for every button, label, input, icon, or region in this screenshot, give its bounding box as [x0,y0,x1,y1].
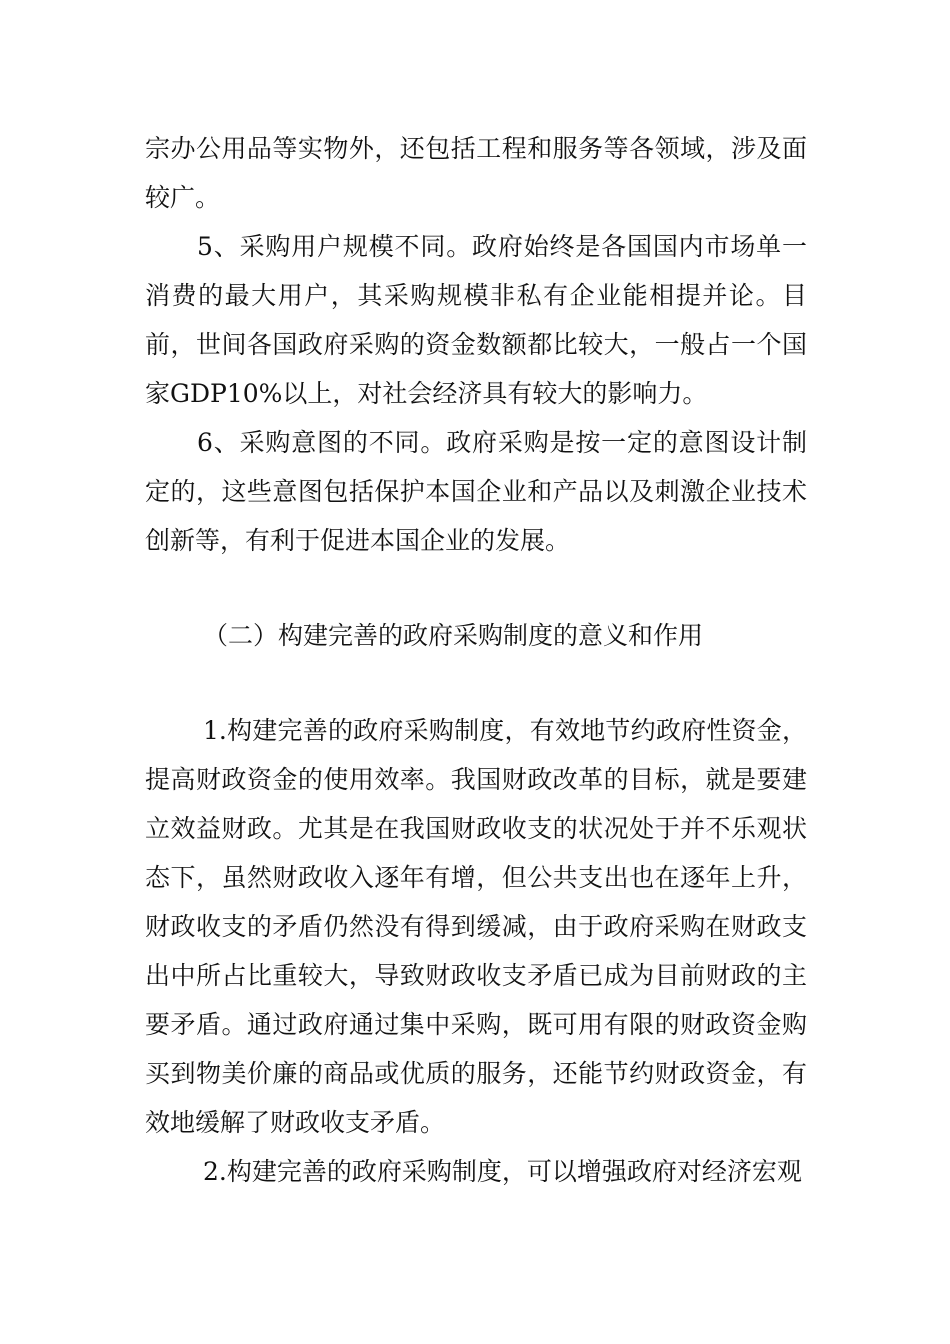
document-body [145,124,807,1196]
paragraph-body-1: 1.构建完善的政府采购制度，有效地节约政府性资金，提高财政资金的使用效率。我国财政改革的目标，就是要建立效益财政。尤其是在我国财政收支的状况处于并不乐观状态下，虽然财政收入逐年有增，但公共支出也在逐年上升，财政收支的矛盾仍然没有得到缓减，由于政府采购在财政支出中所占比重较大，导致财政收支矛盾已成为目前财政的主要矛盾。通过政府通过集中采购，既可用有限的财政资金购买到物美价廉的商品或优质的服务，还能节约财政资金，有效地缓解了财政收支矛盾。 [145,716,807,1137]
paragraph-body-2: 2.构建完善的政府采购制度，可以增强政府对经济宏观 [203,1157,802,1186]
paragraph-continuation: 宗办公用品等实物外，还包括工程和服务等各领域，涉及面较广。 [145,134,807,212]
paragraph-item-5: 5、采购用户规模不同。政府始终是各国国内市场单一消费的最大用户，其采购规模非私有企业能相提并论。目前，世间各国政府采购的资金数额都比较大，一般占一个国家GDP10%以上，对社会经济具有较大的影响力。 [145,232,807,408]
spacer [145,565,807,611]
section-heading: （二）构建完善的政府采购制度的意义和作用 [203,621,704,650]
paragraph-item-6: 6、采购意图的不同。政府采购是按一定的意图设计制定的，这些意图包括保护本国企业和产品以及刺激企业技术创新等，有利于促进本国企业的发展。 [145,428,807,555]
spacer [145,660,807,706]
